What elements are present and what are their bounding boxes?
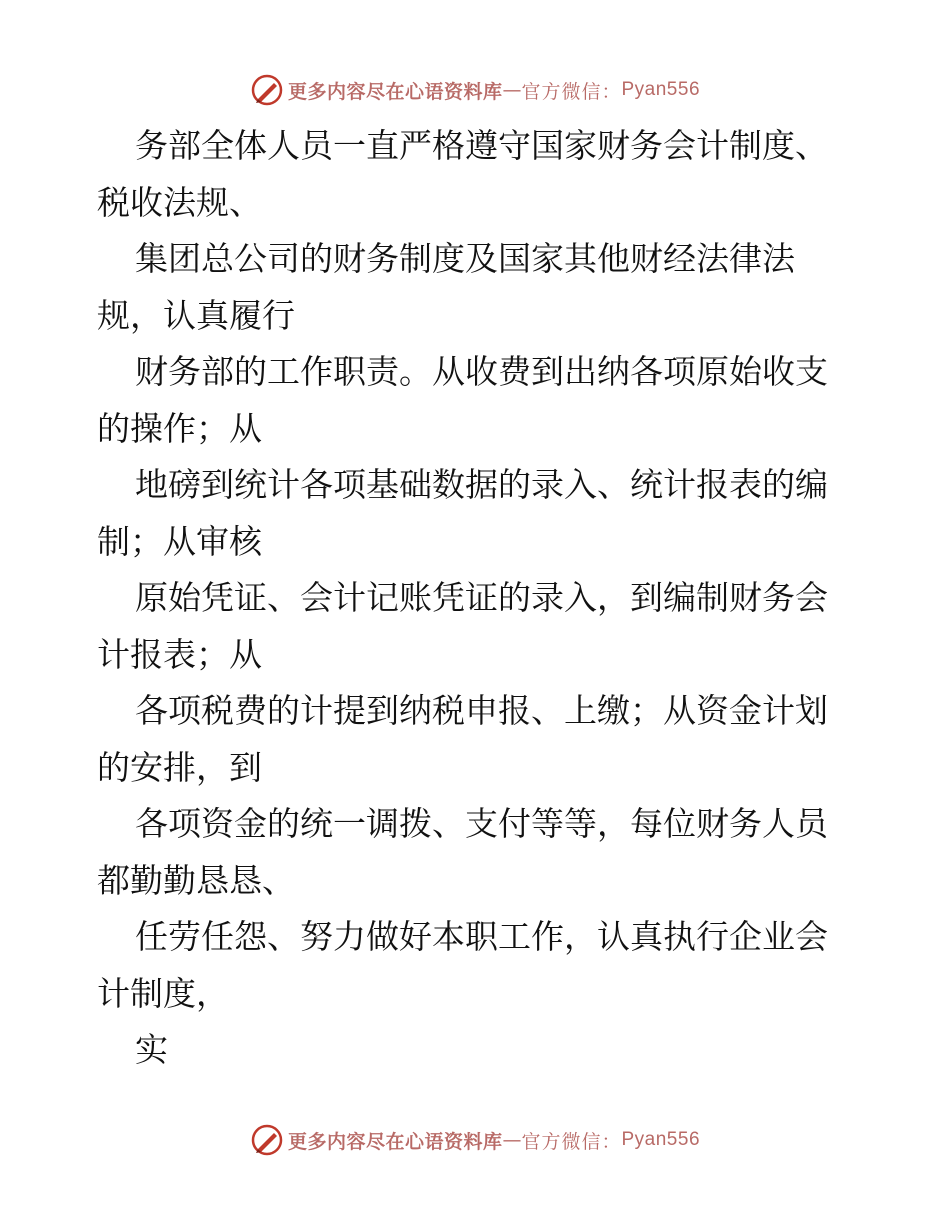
body-line: 税收法规、 — [97, 182, 262, 222]
pen-logo-icon — [250, 1123, 284, 1157]
body-line: 的操作；从 — [97, 408, 262, 448]
body-line: 的安排，到 — [97, 747, 262, 787]
body-line: 计报表；从 — [97, 634, 262, 674]
body-line: 实 — [135, 1030, 168, 1069]
banner-sub-text: 官方微信： — [521, 80, 622, 103]
banner-main-text: 更多内容尽在心语资料库 — [287, 1130, 503, 1153]
body-line: 都勤勤恳恳、 — [97, 860, 295, 900]
banner-sub-text: 官方微信： — [521, 1130, 622, 1153]
body-line: 地磅到统计各项基础数据的录入、统计报表的编 — [135, 465, 828, 504]
body-line: 集团总公司的财务制度及国家其他财经法律法 — [135, 239, 795, 278]
body-line: 各项资金的统一调拨、支付等等，每位财务人员 — [135, 804, 828, 843]
document-body — [97, 118, 857, 1079]
banner-wechat-id: Pyan556 — [621, 1129, 701, 1150]
banner-wechat-id: Pyan556 — [621, 79, 701, 100]
body-line: 务部全体人员一直严格遵守国家财务会计制度、 — [135, 126, 828, 165]
pen-logo-icon — [250, 73, 284, 107]
footer-banner — [0, 1118, 950, 1162]
body-line: 规，认真履行 — [97, 295, 295, 335]
banner-dash: — — [502, 79, 522, 101]
header-banner — [0, 68, 950, 112]
banner-dash: — — [502, 1129, 522, 1151]
body-line: 任劳任怨、努力做好本职工作，认真执行企业会 — [135, 917, 828, 956]
body-line: 财务部的工作职责。从收费到出纳各项原始收支 — [135, 352, 828, 391]
body-line: 原始凭证、会计记账凭证的录入，到编制财务会 — [135, 578, 828, 617]
body-line: 制；从审核 — [97, 521, 262, 561]
body-line: 计制度， — [97, 973, 229, 1013]
body-line: 各项税费的计提到纳税申报、上缴；从资金计划 — [135, 691, 828, 730]
banner-main-text: 更多内容尽在心语资料库 — [287, 80, 503, 103]
